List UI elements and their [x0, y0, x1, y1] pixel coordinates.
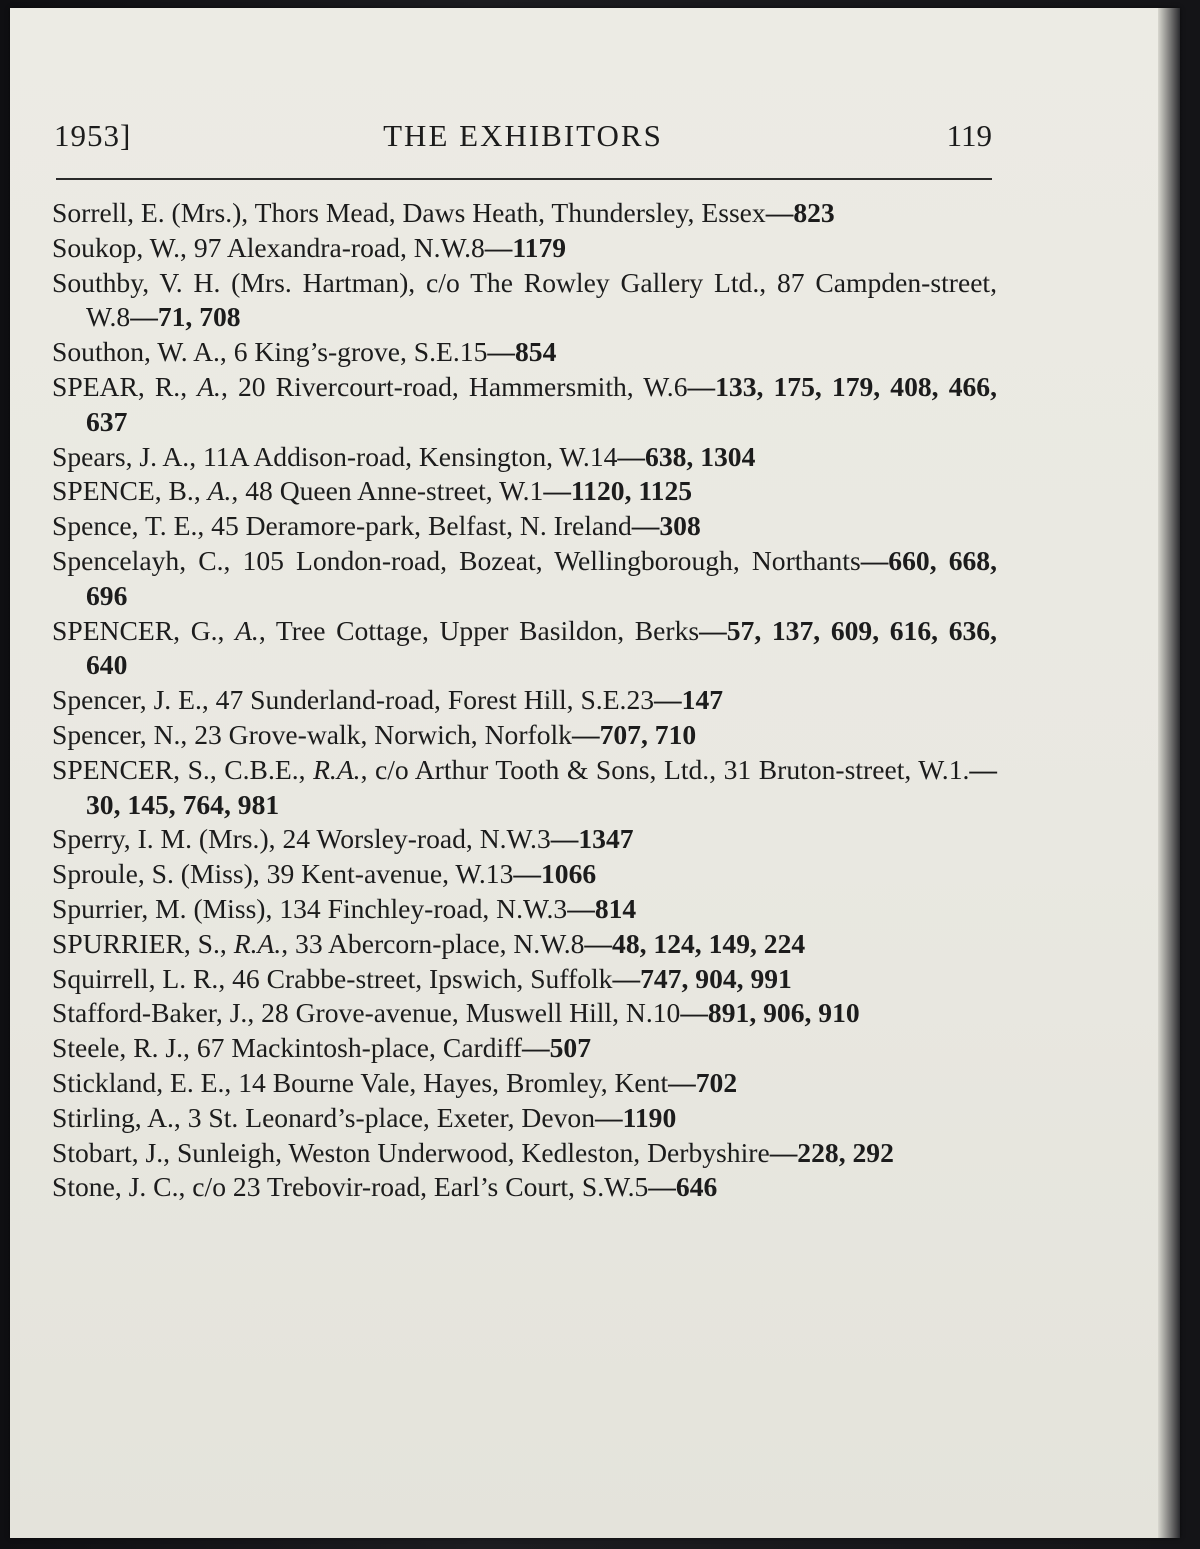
exhibitor-name: Stone, J. C., — [52, 1171, 193, 1203]
exhibitor-address: 6 King’s-grove, S.E.15 — [233, 336, 488, 368]
exhibitor-name: Spencer, N., — [52, 718, 195, 750]
exhibitor-address: 105 London-road, Bozeat, Wellingborough, Northants — [242, 544, 861, 576]
running-header — [54, 118, 992, 158]
exhibitor-entry — [52, 1031, 997, 1066]
exhibitor-name: Steele, R. J., — [52, 1032, 197, 1064]
exhibitor-name: SPURRIER, S., — [52, 927, 234, 959]
exhibitor-address: c/o The Rowley Gallery Ltd., 87 Campden-street, W.8 — [86, 266, 998, 333]
exhibitor-entry — [52, 753, 997, 823]
running-title: THE EXHIBITORS — [383, 118, 663, 153]
exhibitor-honor: R.A. — [313, 753, 361, 785]
catalogue-numbers: —133, 175, 179, 408, 466, 637 — [86, 370, 997, 437]
catalogue-numbers: —228, 292 — [769, 1136, 894, 1168]
exhibitor-name: Squirrell, L. R., — [52, 962, 233, 994]
exhibitor-entry — [52, 544, 997, 614]
exhibitor-address: , c/o Arthur Tooth & Sons, Ltd., 31 Bruton-street, W.1. — [360, 753, 970, 785]
exhibitor-name: Southon, W. A., — [52, 336, 234, 368]
catalogue-numbers: —57, 137, 609, 616, 636, 640 — [86, 614, 997, 681]
exhibitor-honor: A. — [235, 614, 259, 646]
catalogue-numbers: —854 — [487, 336, 557, 368]
exhibitor-address: 23 Grove-walk, Norwich, Norfolk — [194, 718, 572, 750]
catalogue-numbers: —638, 1304 — [617, 440, 756, 472]
exhibitor-name: Soukop, W., — [52, 231, 194, 263]
catalogue-numbers: —823 — [765, 197, 835, 228]
catalogue-numbers: —660, 668, 696 — [86, 544, 997, 611]
exhibitor-entry — [52, 857, 997, 892]
exhibitor-entry — [52, 892, 997, 927]
catalogue-numbers: —1066 — [513, 858, 597, 890]
catalogue-numbers: —30, 145, 764, 981 — [86, 753, 997, 820]
exhibitor-name: Stafford-Baker, J., — [52, 997, 262, 1029]
exhibitor-name: Spence, T. E., — [52, 510, 212, 542]
catalogue-numbers: —1120, 1125 — [543, 475, 693, 507]
exhibitor-name: SPENCER, S., C.B.E., — [52, 753, 314, 785]
exhibitor-entry — [52, 231, 997, 266]
exhibitor-name: Sorrell, E. (Mrs.), — [52, 197, 255, 228]
exhibitor-entry — [52, 996, 997, 1031]
exhibitor-entry — [52, 1066, 997, 1101]
page-number: 119 — [946, 118, 992, 153]
catalogue-numbers: —308 — [631, 510, 701, 542]
header-rule — [56, 178, 992, 180]
exhibitor-entry — [52, 1101, 997, 1136]
exhibitor-entry — [52, 1136, 997, 1171]
running-year: 1953] — [54, 118, 132, 153]
exhibitor-address: , Tree Cottage, Upper Basildon, Berks — [258, 614, 700, 646]
exhibitor-address: 45 Deramore-park, Belfast, N. Ireland — [211, 510, 632, 542]
exhibitor-name: Southby, V. H. (Mrs. Hartman), — [52, 266, 427, 298]
catalogue-numbers: —1190 — [595, 1101, 677, 1133]
exhibitor-address: 47 Sunderland-road, Forest Hill, S.E.23 — [215, 684, 655, 716]
exhibitor-entry — [52, 370, 997, 440]
exhibitor-address: Sunleigh, Weston Underwood, Kedleston, Derbyshire — [176, 1136, 770, 1168]
exhibitor-name: SPENCE, B., — [52, 475, 208, 507]
catalogue-numbers: —891, 906, 910 — [680, 997, 860, 1029]
exhibitor-entry — [52, 683, 997, 718]
exhibitor-address: 28 Grove-avenue, Muswell Hill, N.10 — [261, 997, 681, 1029]
exhibitor-address: 39 Kent-avenue, W.13 — [266, 858, 514, 890]
exhibitor-entry — [52, 1170, 997, 1205]
exhibitor-address: 134 Finchley-road, N.W.3 — [279, 892, 568, 924]
exhibitor-name: Spencelayh, C., — [52, 544, 243, 576]
exhibitor-entry — [52, 335, 997, 370]
exhibitor-address: , 48 Queen Anne-street, W.1 — [231, 475, 544, 507]
exhibitor-address: Thors Mead, Daws Heath, Thundersley, Essex — [254, 197, 766, 228]
catalogue-numbers: —814 — [567, 892, 637, 924]
catalogue-numbers: —707, 710 — [571, 718, 697, 750]
exhibitor-name: Sproule, S. (Miss), — [52, 858, 267, 890]
exhibitor-entry — [52, 962, 997, 997]
exhibitor-honor: R.A. — [233, 927, 282, 959]
exhibitor-list — [52, 196, 997, 1205]
catalogue-numbers: —1347 — [550, 823, 634, 855]
exhibitor-name: SPENCER, G., — [52, 614, 236, 646]
exhibitor-address: 11A Addison-road, Kensington, W.14 — [203, 440, 618, 472]
exhibitor-honor: A. — [207, 475, 232, 507]
exhibitor-name: SPEAR, R., — [52, 370, 198, 402]
exhibitor-entry — [52, 927, 997, 962]
exhibitor-address: 14 Bourne Vale, Hayes, Bromley, Kent — [238, 1066, 669, 1098]
exhibitor-address: 24 Worsley-road, N.W.3 — [282, 823, 551, 855]
exhibitor-entry — [52, 266, 997, 336]
exhibitor-address: 97 Alexandra-road, N.W.8 — [193, 231, 485, 263]
catalogue-numbers: —71, 708 — [130, 301, 241, 333]
catalogue-numbers: —48, 124, 149, 224 — [584, 927, 806, 959]
exhibitor-name: Stickland, E. E., — [52, 1066, 239, 1098]
exhibitor-name: Stobart, J., — [52, 1136, 177, 1168]
exhibitor-honor: A. — [197, 370, 221, 402]
exhibitor-entry — [52, 440, 997, 475]
exhibitor-address: 46 Crabbe-street, Ipswich, Suffolk — [232, 962, 613, 994]
exhibitor-entry — [52, 614, 997, 684]
exhibitor-name: Spears, J. A., — [52, 440, 203, 472]
catalogue-numbers: —747, 904, 991 — [612, 962, 792, 994]
exhibitor-name: Spurrier, M. (Miss), — [52, 892, 280, 924]
exhibitor-name: Spencer, J. E., — [52, 684, 216, 716]
exhibitor-entry — [52, 474, 997, 509]
catalogue-numbers: —702 — [668, 1066, 738, 1098]
exhibitor-name: Sperry, I. M. (Mrs.), — [52, 823, 283, 855]
exhibitor-address: , 20 Rivercourt-road, Hammersmith, W.6 — [220, 370, 688, 402]
exhibitor-entry — [52, 509, 997, 544]
page-edge-shadow — [1158, 8, 1180, 1538]
exhibitor-address: , 33 Abercorn-place, N.W.8 — [281, 927, 585, 959]
exhibitor-address: 3 St. Leonard’s-place, Exeter, Devon — [187, 1101, 595, 1133]
exhibitor-entry — [52, 822, 997, 857]
exhibitor-address: 67 Mackintosh-place, Cardiff — [196, 1032, 523, 1064]
catalogue-numbers: —147 — [654, 684, 724, 716]
catalogue-numbers: —646 — [648, 1171, 718, 1203]
exhibitor-address: c/o 23 Trebovir-road, Earl’s Court, S.W.5 — [192, 1171, 649, 1203]
catalogue-numbers: —1179 — [484, 231, 567, 263]
exhibitor-entry — [52, 196, 997, 231]
exhibitor-name: Stirling, A., — [52, 1101, 188, 1133]
catalogue-numbers: —507 — [522, 1032, 591, 1064]
exhibitor-entry — [52, 718, 997, 753]
